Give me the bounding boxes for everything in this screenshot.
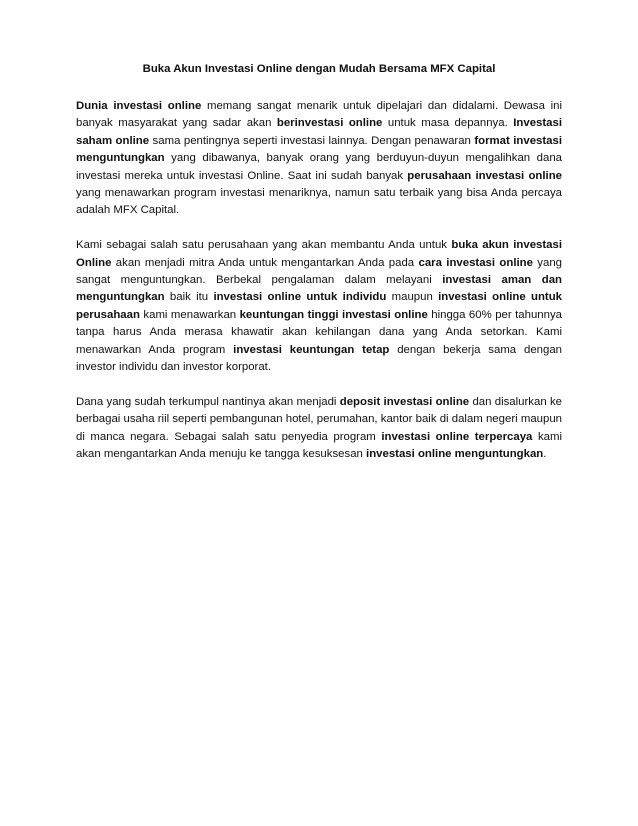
bold-keyword: investasi keuntungan tetap: [233, 343, 390, 356]
text-run: sama pentingnya seperti investasi lainnya. Dengan penawaran: [149, 134, 475, 147]
paragraph: [76, 394, 562, 464]
text-run: untuk masa depannya.: [382, 117, 514, 130]
bold-keyword: format investasi menguntungkan: [76, 134, 562, 165]
text-run: maupun: [386, 291, 439, 304]
bold-keyword: Dunia investasi online: [76, 100, 202, 112]
text-run: akan menjadi mitra Anda untuk mengantarkan Anda pada: [111, 256, 419, 269]
bold-keyword: investasi online untuk individu: [213, 291, 387, 304]
text-run: dan disalurkan ke berbagai usaha riil seperti pembangunan hotel, perumahan, kantor baik di dalam negeri maupun di manca negara. Sebagai salah satu penyedia program: [76, 395, 562, 443]
document-title: Buka Akun Investasi Online dengan Mudah Bersama MFX Capital: [142, 63, 496, 75]
paragraph: [76, 98, 562, 220]
text-run: yang dibawanya, banyak orang yang berduyun-duyun mengalihkan dana investasi mereka untuk investasi Online. Saat ini sudah banyak: [76, 152, 562, 182]
document-body: [76, 98, 562, 481]
bold-keyword: cara investasi online: [418, 256, 533, 269]
bold-keyword: investasi online terpercaya: [381, 430, 533, 443]
text-run: Kami sebagai salah satu perusahaan yang akan membantu Anda untuk: [76, 239, 452, 252]
text-run: memang sangat menarik untuk dipelajari dan didalami. Dewasa ini banyak masyarakat yang sadar akan: [76, 100, 563, 130]
bold-keyword: investasi aman dan menguntungkan: [76, 274, 562, 304]
text-run: kami akan mengantarkan Anda menuju ke tangga kesuksesan: [76, 430, 563, 461]
text-run: dengan bekerja sama dengan investor individu dan investor korporat.: [76, 343, 563, 374]
bold-keyword: berinvestasi online: [276, 117, 383, 130]
text-run: kami menawarkan: [139, 308, 240, 321]
bold-keyword: buka akun investasi Online: [76, 239, 562, 269]
text-run: .: [543, 448, 547, 461]
text-run: yang menawarkan program investasi menariknya, namun satu terbaik yang bisa Anda percaya adalah MFX Capital.: [76, 187, 562, 217]
bold-keyword: deposit investasi online: [339, 395, 470, 408]
paragraph: [76, 237, 562, 376]
bold-keyword: investasi online menguntungkan: [366, 448, 544, 461]
bold-keyword: perusahaan investasi online: [407, 169, 563, 182]
bold-keyword: Investasi saham online: [76, 117, 562, 147]
bold-keyword: keuntungan tinggi investasi online: [239, 308, 428, 321]
text-run: yang sangat menguntungkan. Berbekal pengalaman dalam melayani: [76, 256, 562, 287]
text-run: hingga 60% per tahunnya tanpa harus Anda merasa khawatir akan kehilangan dana yang Anda setorkan. Kami menawarkan Anda program: [76, 308, 562, 356]
bold-keyword: investasi online untuk perusahaan: [76, 291, 562, 321]
text-run: baik itu: [164, 291, 214, 304]
text-run: Dana yang sudah terkumpul nantinya akan menjadi: [76, 395, 340, 408]
